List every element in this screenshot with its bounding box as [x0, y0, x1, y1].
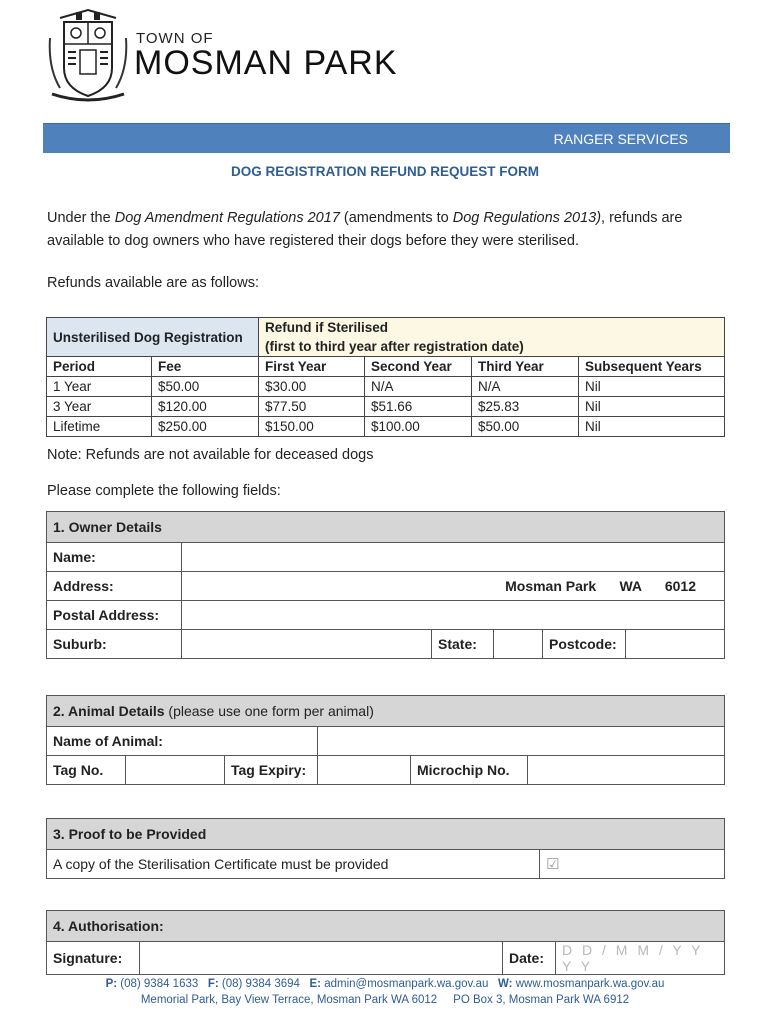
col-period: Period — [47, 357, 152, 377]
proof-section-title: 3. Proof to be Provided — [47, 819, 725, 850]
postcode-field[interactable] — [626, 630, 725, 659]
address-label: Address: — [47, 572, 182, 601]
col-third-year: Third Year — [472, 357, 579, 377]
date-placeholder: D D / M M / Y Y Y Y — [562, 942, 704, 974]
town-of-label: TOWN OF — [136, 30, 214, 47]
form-title: DOG REGISTRATION REFUND REQUEST FORM — [230, 164, 539, 179]
intro-text: , refunds are available to dog owners who have registered their dogs before they were sterilised. — [47, 210, 683, 249]
email-link[interactable]: admin@mosmanpark.wa.gov.au — [321, 978, 499, 990]
banner-text: RANGER SERVICES — [553, 131, 688, 147]
cell-period: 3 Year — [47, 397, 152, 417]
intro-paragraph — [47, 207, 737, 253]
date-label: Date: — [503, 942, 556, 975]
cell-subsequent: Nil — [579, 417, 725, 437]
phone-number: (08) 9384 1633 — [117, 978, 208, 990]
cell-period: 1 Year — [47, 377, 152, 397]
suburb-label: Suburb: — [47, 630, 182, 659]
auth-section-title: 4. Authorisation: — [47, 911, 725, 942]
cell-first: $150.00 — [259, 417, 365, 437]
footer-contacts — [0, 978, 770, 990]
tag-expiry-label: Tag Expiry: — [225, 756, 318, 785]
state-label: State: — [432, 630, 494, 659]
cell-second: N/A — [365, 377, 472, 397]
animal-name-field[interactable] — [318, 727, 725, 756]
intro-regulation-2017: Dog Amendment Regulations 2017 — [114, 210, 340, 226]
authorisation-section — [46, 910, 725, 975]
state-field[interactable] — [494, 630, 543, 659]
address-suffix: Mosman Park WA 6012 — [505, 578, 696, 594]
cell-first: $30.00 — [259, 377, 365, 397]
owner-section-title: 1. Owner Details — [47, 512, 725, 543]
date-field[interactable] — [556, 942, 725, 975]
deceased-note: Note: Refunds are not available for deceased dogs — [47, 447, 374, 463]
animal-section-title — [47, 696, 725, 727]
animal-details-section — [46, 695, 725, 785]
owner-address-field[interactable] — [182, 572, 725, 601]
owner-details-section — [46, 511, 725, 659]
proof-checkbox-cell — [540, 850, 725, 879]
intro-text: (amendments to — [339, 210, 453, 226]
proof-section — [46, 818, 725, 879]
header-refund-sub: (first to third year after registration date) — [259, 337, 725, 357]
header-refund: Refund if Sterilised — [259, 318, 725, 338]
header-unsterilised: Unsterilised Dog Registration — [47, 318, 259, 357]
refund-fee-table — [46, 317, 725, 437]
table-row — [47, 397, 725, 417]
cell-fee: $50.00 — [152, 377, 259, 397]
cell-third: $50.00 — [472, 417, 579, 437]
instructions: Please complete the following fields: — [47, 483, 281, 499]
cell-third: $25.83 — [472, 397, 579, 417]
microchip-field[interactable] — [528, 756, 725, 785]
col-subsequent-years: Subsequent Years — [579, 357, 725, 377]
cell-second: $100.00 — [365, 417, 472, 437]
name-label: Name: — [47, 543, 182, 572]
animal-title: 2. Animal Details — [53, 703, 165, 719]
cell-first: $77.50 — [259, 397, 365, 417]
ranger-services-banner — [43, 123, 730, 153]
web-label: W: — [498, 978, 513, 990]
postcode-label: Postcode: — [543, 630, 626, 659]
animal-title-note: (please use one form per animal) — [164, 703, 374, 719]
col-fee: Fee — [152, 357, 259, 377]
refunds-heading: Refunds available are as follows: — [47, 275, 259, 291]
cell-fee: $120.00 — [152, 397, 259, 417]
cell-subsequent: Nil — [579, 397, 725, 417]
proof-text: A copy of the Sterilisation Certificate must be provided — [47, 850, 540, 879]
cell-fee: $250.00 — [152, 417, 259, 437]
phone-label: P: — [105, 978, 118, 990]
fax-number: (08) 9384 3694 — [218, 978, 310, 990]
postal-address-label: Postal Address: — [47, 601, 182, 630]
tag-no-label: Tag No. — [47, 756, 126, 785]
col-second-year: Second Year — [365, 357, 472, 377]
intro-regulation-2013: Dog Regulations 2013) — [452, 210, 602, 226]
signature-field[interactable] — [140, 942, 503, 975]
table-row — [47, 377, 725, 397]
footer-address: Memorial Park, Bay View Terrace, Mosman Park WA 6012 PO Box 3, Mosman Park WA 6912 — [140, 994, 630, 1006]
col-first-year: First Year — [259, 357, 365, 377]
owner-name-field[interactable] — [182, 543, 725, 572]
postal-address-field[interactable] — [182, 601, 725, 630]
cell-third: N/A — [472, 377, 579, 397]
animal-name-label: Name of Animal: — [47, 727, 318, 756]
email-label: E: — [309, 978, 322, 990]
cell-subsequent: Nil — [579, 377, 725, 397]
intro-text: Under the — [47, 210, 115, 226]
website-link[interactable]: www.mosmanpark.wa.gov.au — [512, 978, 665, 990]
signature-label: Signature: — [47, 942, 140, 975]
tag-expiry-field[interactable] — [318, 756, 411, 785]
suburb-field[interactable] — [182, 630, 432, 659]
checkbox-checked-icon[interactable]: ☑ — [546, 856, 560, 873]
tag-no-field[interactable] — [126, 756, 225, 785]
fax-label: F: — [207, 978, 219, 990]
table-row — [47, 417, 725, 437]
town-name: MOSMAN PARK — [134, 44, 398, 82]
town-crest-logo — [46, 8, 130, 104]
microchip-label: Microchip No. — [411, 756, 528, 785]
cell-second: $51.66 — [365, 397, 472, 417]
cell-period: Lifetime — [47, 417, 152, 437]
